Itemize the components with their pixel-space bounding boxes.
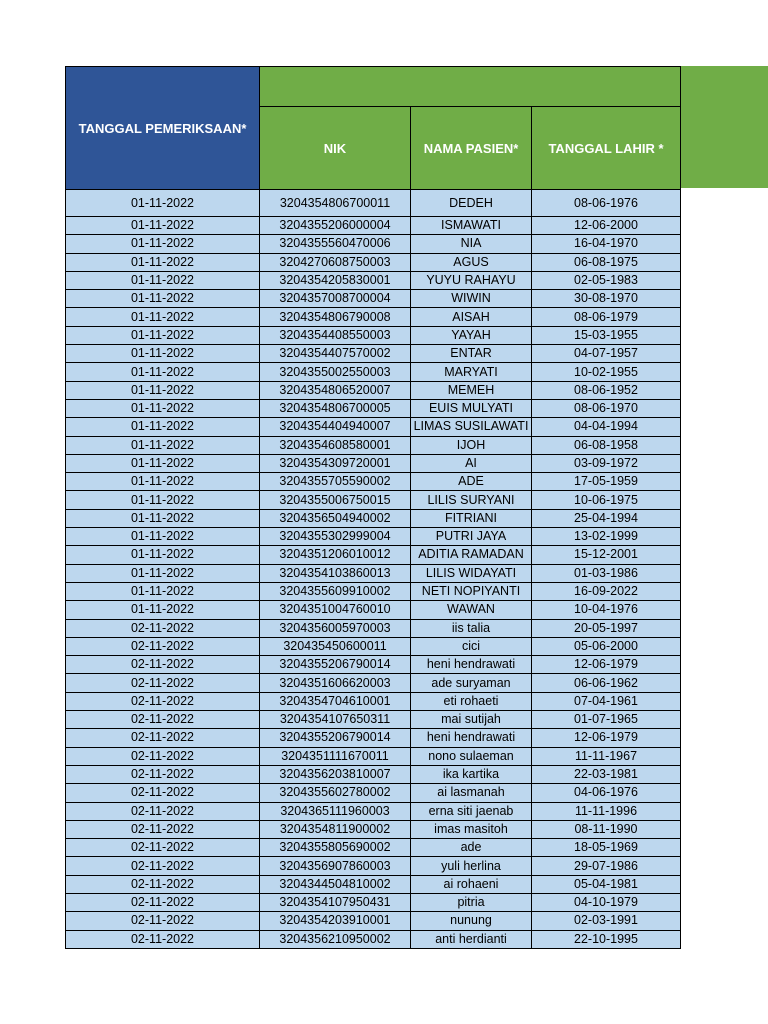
cell-tanggal-pemeriksaan: 02-11-2022 [66,637,260,655]
cell-tanggal-lahir: 07-04-1961 [532,692,681,710]
cell-tanggal-lahir: 06-08-1975 [532,253,681,271]
cell-nama-pasien: ade suryaman [411,674,532,692]
cell-tanggal-pemeriksaan: 02-11-2022 [66,711,260,729]
cell-tanggal-lahir: 25-04-1994 [532,509,681,527]
table-row [66,363,681,381]
cell-tanggal-lahir: 15-12-2001 [532,546,681,564]
cell-tanggal-lahir: 12-06-1979 [532,656,681,674]
cell-nama-pasien: WIWIN [411,290,532,308]
cell-nik: 3204344504810002 [260,875,411,893]
cell-nama-pasien: AISAH [411,308,532,326]
cell-tanggal-lahir: 18-05-1969 [532,839,681,857]
table-row [66,345,681,363]
cell-tanggal-pemeriksaan: 02-11-2022 [66,875,260,893]
cell-nama-pasien: nunung [411,912,532,930]
cell-nik: 3204354404940007 [260,418,411,436]
cell-nik: 3204354107650311 [260,711,411,729]
cell-tanggal-lahir: 20-05-1997 [532,619,681,637]
cell-nik: 3204355206790014 [260,729,411,747]
cell-tanggal-lahir: 11-11-1967 [532,747,681,765]
cell-nik: 3204356504940002 [260,509,411,527]
cell-tanggal-lahir: 10-02-1955 [532,363,681,381]
cell-tanggal-lahir: 12-06-1979 [532,729,681,747]
cell-nik: 3204354205830001 [260,271,411,289]
cell-tanggal-pemeriksaan: 01-11-2022 [66,290,260,308]
cell-nama-pasien: nono sulaeman [411,747,532,765]
cell-tanggal-lahir: 22-10-1995 [532,930,681,948]
cell-tanggal-lahir: 12-06-2000 [532,217,681,235]
cell-nik: 3204351206010012 [260,546,411,564]
cell-tanggal-lahir: 08-06-1979 [532,308,681,326]
cell-tanggal-pemeriksaan: 02-11-2022 [66,619,260,637]
table-row [66,930,681,948]
table-row [66,235,681,253]
cell-tanggal-pemeriksaan: 01-11-2022 [66,491,260,509]
table-row [66,509,681,527]
table-row [66,473,681,491]
cell-nik: 3204355006750015 [260,491,411,509]
cell-tanggal-pemeriksaan: 01-11-2022 [66,546,260,564]
cell-tanggal-pemeriksaan: 01-11-2022 [66,601,260,619]
cell-nik: 3204355705590002 [260,473,411,491]
cell-nama-pasien: DEDEH [411,190,532,217]
table-row [66,582,681,600]
cell-tanggal-lahir: 02-03-1991 [532,912,681,930]
cell-tanggal-pemeriksaan: 02-11-2022 [66,784,260,802]
table-row [66,729,681,747]
cell-tanggal-pemeriksaan: 01-11-2022 [66,235,260,253]
cell-nama-pasien: imas masitoh [411,820,532,838]
table-row [66,491,681,509]
cell-nik: 3204354103860013 [260,564,411,582]
cell-tanggal-pemeriksaan: 01-11-2022 [66,564,260,582]
cell-tanggal-lahir: 04-10-1979 [532,893,681,911]
cell-nik: 3204355560470006 [260,235,411,253]
table-row [66,454,681,472]
table-row [66,875,681,893]
table-row [66,308,681,326]
cell-tanggal-pemeriksaan: 01-11-2022 [66,271,260,289]
cell-nik: 3204355002550003 [260,363,411,381]
cell-nik: 3204357008700004 [260,290,411,308]
cell-tanggal-pemeriksaan: 01-11-2022 [66,190,260,217]
cell-nik: 3204351606620003 [260,674,411,692]
cell-nik: 3204354704610001 [260,692,411,710]
cell-tanggal-lahir: 22-03-1981 [532,765,681,783]
cell-nik: 3204354203910001 [260,912,411,930]
table-row [66,381,681,399]
table-row [66,271,681,289]
cell-tanggal-pemeriksaan: 01-11-2022 [66,509,260,527]
cell-tanggal-lahir: 01-03-1986 [532,564,681,582]
cell-tanggal-lahir: 08-11-1990 [532,820,681,838]
cell-nik: 3204365111960003 [260,802,411,820]
cell-tanggal-pemeriksaan: 02-11-2022 [66,930,260,948]
cell-tanggal-pemeriksaan: 02-11-2022 [66,839,260,857]
cell-tanggal-lahir: 03-09-1972 [532,454,681,472]
cell-tanggal-lahir: 16-04-1970 [532,235,681,253]
cell-tanggal-lahir: 01-07-1965 [532,711,681,729]
patient-table [65,66,681,949]
cell-nama-pasien: LILIS SURYANI [411,491,532,509]
cell-tanggal-pemeriksaan: 02-11-2022 [66,912,260,930]
cell-nama-pasien: FITRIANI [411,509,532,527]
cell-tanggal-pemeriksaan: 01-11-2022 [66,399,260,417]
cell-nik: 3204351111670011 [260,747,411,765]
header-nama-pasien: NAMA PASIEN* [411,107,532,190]
cell-nama-pasien: ADE [411,473,532,491]
cell-tanggal-pemeriksaan: 01-11-2022 [66,363,260,381]
cell-tanggal-lahir: 08-06-1952 [532,381,681,399]
cell-nama-pasien: IJOH [411,436,532,454]
table-row [66,711,681,729]
cell-tanggal-pemeriksaan: 01-11-2022 [66,326,260,344]
cell-nama-pasien: ISMAWATI [411,217,532,235]
cell-nama-pasien: pitria [411,893,532,911]
cell-nama-pasien: LIMAS SUSILAWATI [411,418,532,436]
cell-tanggal-pemeriksaan: 01-11-2022 [66,345,260,363]
green-header-extension [680,66,768,188]
table-row [66,418,681,436]
cell-nama-pasien: ai lasmanah [411,784,532,802]
cell-nik: 3204354408550003 [260,326,411,344]
cell-tanggal-lahir: 04-04-1994 [532,418,681,436]
cell-nama-pasien: NETI NOPIYANTI [411,582,532,600]
cell-nik: 3204354806700011 [260,190,411,217]
cell-nama-pasien: iis talia [411,619,532,637]
cell-nama-pasien: MARYATI [411,363,532,381]
cell-nik: 3204356005970003 [260,619,411,637]
cell-nama-pasien: cici [411,637,532,655]
cell-nama-pasien: AI [411,454,532,472]
cell-tanggal-pemeriksaan: 02-11-2022 [66,820,260,838]
cell-tanggal-pemeriksaan: 02-11-2022 [66,893,260,911]
cell-nik: 3204351004760010 [260,601,411,619]
cell-tanggal-pemeriksaan: 01-11-2022 [66,217,260,235]
cell-nik: 3204354806700005 [260,399,411,417]
header-tanggal-lahir: TANGGAL LAHIR * [532,107,681,190]
cell-nik: 3204354811900002 [260,820,411,838]
cell-tanggal-lahir: 05-04-1981 [532,875,681,893]
table-row [66,765,681,783]
cell-nama-pasien: NIA [411,235,532,253]
cell-nik: 3204355805690002 [260,839,411,857]
cell-tanggal-pemeriksaan: 01-11-2022 [66,381,260,399]
cell-nik: 3204270608750003 [260,253,411,271]
cell-nik: 3204354407570002 [260,345,411,363]
table-row [66,784,681,802]
table-row [66,290,681,308]
table-row [66,619,681,637]
table-row [66,802,681,820]
cell-nik: 3204356907860003 [260,857,411,875]
cell-nik: 3204354806520007 [260,381,411,399]
patient-table-container [65,66,681,949]
cell-tanggal-lahir: 17-05-1959 [532,473,681,491]
table-row [66,564,681,582]
cell-tanggal-pemeriksaan: 02-11-2022 [66,674,260,692]
cell-tanggal-pemeriksaan: 01-11-2022 [66,253,260,271]
cell-nama-pasien: anti herdianti [411,930,532,948]
cell-nama-pasien: EUIS MULYATI [411,399,532,417]
cell-nik: 3204356210950002 [260,930,411,948]
table-row [66,399,681,417]
table-row [66,820,681,838]
cell-nama-pasien: LILIS WIDAYATI [411,564,532,582]
cell-tanggal-lahir: 06-08-1958 [532,436,681,454]
cell-nama-pasien: AGUS [411,253,532,271]
cell-tanggal-lahir: 04-06-1976 [532,784,681,802]
cell-nama-pasien: ENTAR [411,345,532,363]
cell-tanggal-lahir: 04-07-1957 [532,345,681,363]
cell-tanggal-lahir: 13-02-1999 [532,528,681,546]
cell-tanggal-lahir: 10-04-1976 [532,601,681,619]
cell-tanggal-pemeriksaan: 01-11-2022 [66,528,260,546]
cell-nik: 3204354309720001 [260,454,411,472]
table-row [66,253,681,271]
cell-nama-pasien: erna siti jaenab [411,802,532,820]
table-row [66,747,681,765]
cell-tanggal-pemeriksaan: 01-11-2022 [66,473,260,491]
cell-tanggal-pemeriksaan: 02-11-2022 [66,765,260,783]
cell-nama-pasien: heni hendrawati [411,656,532,674]
table-row [66,656,681,674]
cell-tanggal-lahir: 29-07-1986 [532,857,681,875]
cell-tanggal-pemeriksaan: 01-11-2022 [66,436,260,454]
cell-nik: 3204355602780002 [260,784,411,802]
cell-tanggal-pemeriksaan: 02-11-2022 [66,692,260,710]
cell-nama-pasien: ika kartika [411,765,532,783]
cell-tanggal-lahir: 08-06-1970 [532,399,681,417]
cell-nik: 3204355206000004 [260,217,411,235]
cell-nik: 3204355609910002 [260,582,411,600]
table-row [66,637,681,655]
header-nik: NIK [260,107,411,190]
table-row [66,857,681,875]
cell-nik: 3204355302999004 [260,528,411,546]
table-row [66,912,681,930]
table-row [66,674,681,692]
cell-tanggal-pemeriksaan: 02-11-2022 [66,747,260,765]
table-row [66,190,681,217]
cell-nama-pasien: heni hendrawati [411,729,532,747]
cell-tanggal-pemeriksaan: 01-11-2022 [66,308,260,326]
cell-tanggal-lahir: 11-11-1996 [532,802,681,820]
cell-nama-pasien: YUYU RAHAYU [411,271,532,289]
cell-tanggal-pemeriksaan: 02-11-2022 [66,857,260,875]
table-row [66,528,681,546]
cell-nama-pasien: ai rohaeni [411,875,532,893]
cell-tanggal-pemeriksaan: 02-11-2022 [66,656,260,674]
table-row [66,601,681,619]
cell-nama-pasien: yuli herlina [411,857,532,875]
cell-tanggal-lahir: 06-06-1962 [532,674,681,692]
table-body [66,190,681,949]
cell-nik: 3204354608580001 [260,436,411,454]
table-row [66,546,681,564]
table-row [66,217,681,235]
cell-nik: 3204355206790014 [260,656,411,674]
cell-tanggal-pemeriksaan: 01-11-2022 [66,418,260,436]
cell-tanggal-pemeriksaan: 01-11-2022 [66,454,260,472]
cell-tanggal-lahir: 08-06-1976 [532,190,681,217]
cell-nama-pasien: ADITIA RAMADAN [411,546,532,564]
cell-tanggal-pemeriksaan: 01-11-2022 [66,582,260,600]
cell-tanggal-lahir: 16-09-2022 [532,582,681,600]
cell-tanggal-pemeriksaan: 02-11-2022 [66,729,260,747]
cell-nik: 3204354107950431 [260,893,411,911]
table-row [66,436,681,454]
cell-tanggal-lahir: 10-06-1975 [532,491,681,509]
cell-nama-pasien: mai sutijah [411,711,532,729]
cell-nama-pasien: ade [411,839,532,857]
table-row [66,893,681,911]
cell-nik: 3204356203810007 [260,765,411,783]
cell-nik: 3204354806790008 [260,308,411,326]
table-row [66,326,681,344]
cell-nama-pasien: MEMEH [411,381,532,399]
cell-nik: 320435450600011 [260,637,411,655]
cell-nama-pasien: YAYAH [411,326,532,344]
cell-tanggal-lahir: 15-03-1955 [532,326,681,344]
cell-nama-pasien: PUTRI JAYA [411,528,532,546]
cell-nama-pasien: WAWAN [411,601,532,619]
table-row [66,839,681,857]
cell-nama-pasien: eti rohaeti [411,692,532,710]
header-group-band [260,67,681,107]
cell-tanggal-lahir: 30-08-1970 [532,290,681,308]
cell-tanggal-lahir: 02-05-1983 [532,271,681,289]
header-tanggal-pemeriksaan: TANGGAL PEMERIKSAAN* [66,67,260,190]
table-row [66,692,681,710]
cell-tanggal-lahir: 05-06-2000 [532,637,681,655]
cell-tanggal-pemeriksaan: 02-11-2022 [66,802,260,820]
